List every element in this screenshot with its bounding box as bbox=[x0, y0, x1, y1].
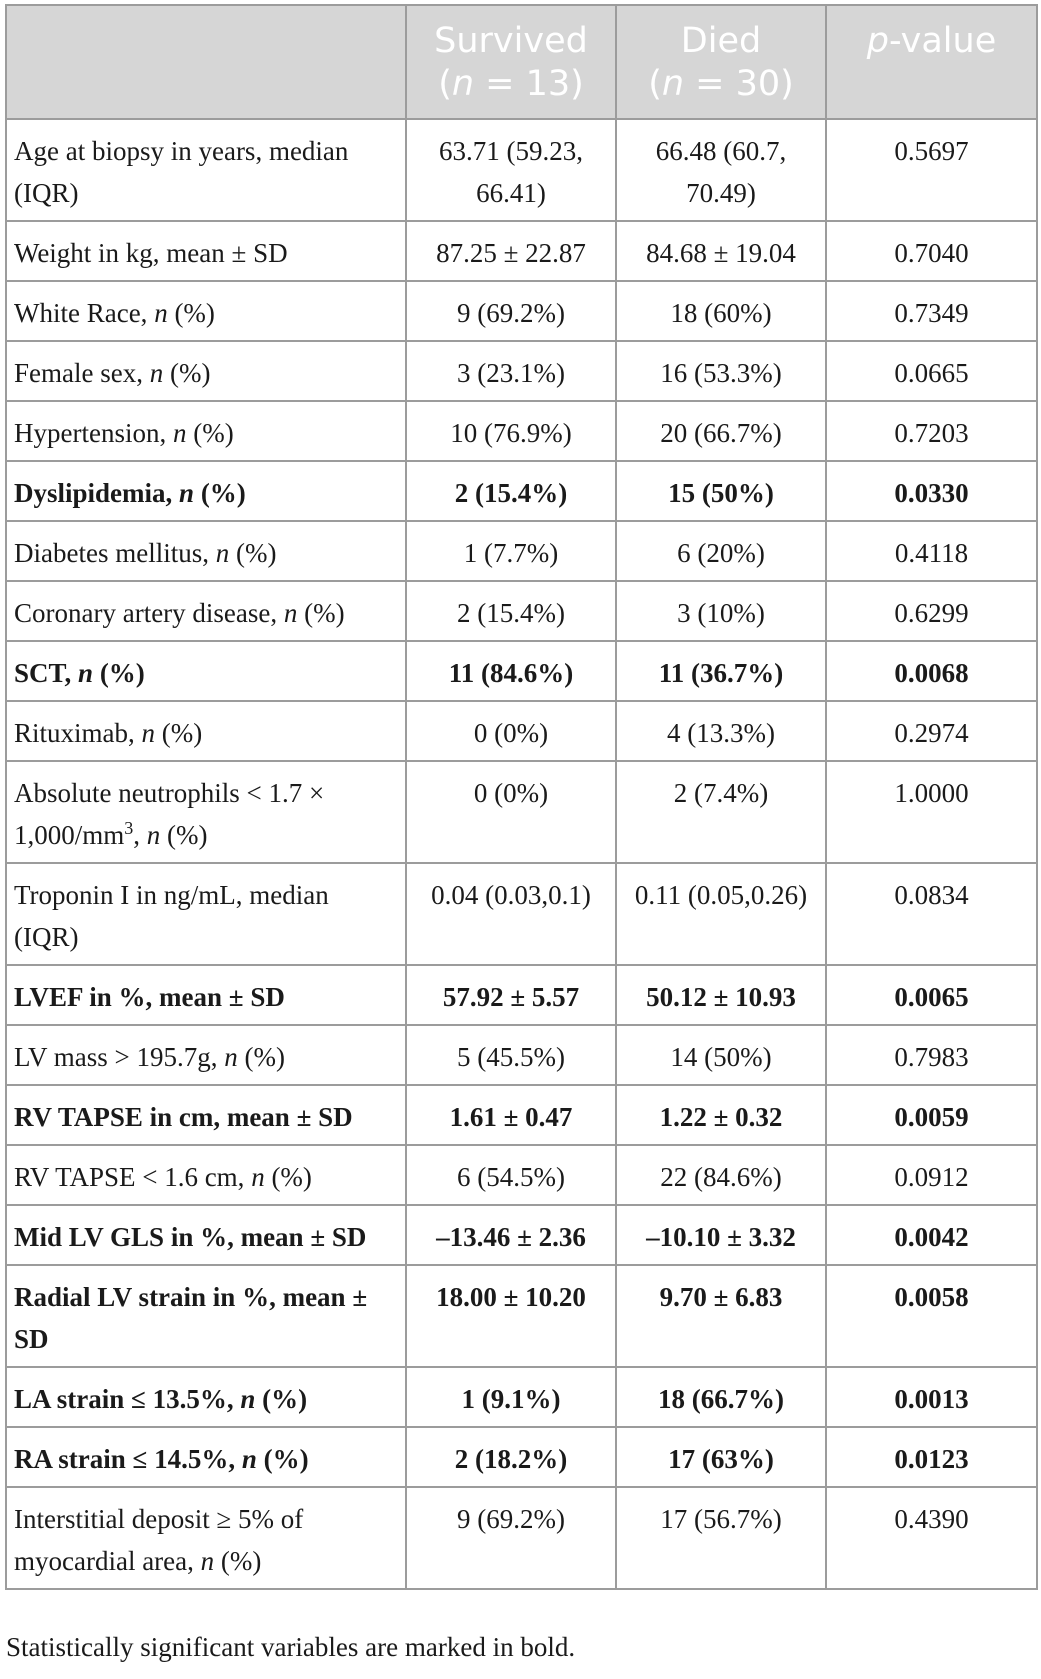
row-p-value: 0.0065 bbox=[826, 965, 1037, 1025]
row-died: 17 (63%) bbox=[616, 1427, 826, 1487]
row-died: 50.12 ± 10.93 bbox=[616, 965, 826, 1025]
row-died: 18 (66.7%) bbox=[616, 1367, 826, 1427]
row-p-value: 0.7203 bbox=[826, 401, 1037, 461]
table-row bbox=[6, 761, 1037, 863]
table-row bbox=[6, 1487, 1037, 1589]
results-table bbox=[5, 4, 1038, 1590]
row-survived: 10 (76.9%) bbox=[406, 401, 616, 461]
header-died-n: (n = 30) bbox=[648, 64, 794, 104]
row-died: 11 (36.7%) bbox=[616, 641, 826, 701]
row-survived: 18.00 ± 10.20 bbox=[406, 1265, 616, 1367]
table-row bbox=[6, 1145, 1037, 1205]
row-died: 16 (53.3%) bbox=[616, 341, 826, 401]
row-died: 1.22 ± 0.32 bbox=[616, 1085, 826, 1145]
table-row bbox=[6, 119, 1037, 221]
row-died: 17 (56.7%) bbox=[616, 1487, 826, 1589]
row-survived: 1.61 ± 0.47 bbox=[406, 1085, 616, 1145]
row-died: –10.10 ± 3.32 bbox=[616, 1205, 826, 1265]
row-survived: 0.04 (0.03,0.1) bbox=[406, 863, 616, 965]
table-row bbox=[6, 281, 1037, 341]
row-survived: 6 (54.5%) bbox=[406, 1145, 616, 1205]
row-survived: 11 (84.6%) bbox=[406, 641, 616, 701]
row-survived: 57.92 ± 5.57 bbox=[406, 965, 616, 1025]
table-row bbox=[6, 1025, 1037, 1085]
table-row bbox=[6, 863, 1037, 965]
row-survived: –13.46 ± 2.36 bbox=[406, 1205, 616, 1265]
header-survived-n: (n = 13) bbox=[438, 64, 584, 104]
table-row bbox=[6, 701, 1037, 761]
row-label: Radial LV strain in %, mean ± SD bbox=[6, 1265, 406, 1367]
row-died: 0.11 (0.05,0.26) bbox=[616, 863, 826, 965]
row-died: 9.70 ± 6.83 bbox=[616, 1265, 826, 1367]
row-p-value: 0.0058 bbox=[826, 1265, 1037, 1367]
row-survived: 1 (7.7%) bbox=[406, 521, 616, 581]
row-label: Interstitial deposit ≥ 5% of myocardial area, n (%) bbox=[6, 1487, 406, 1589]
table-row bbox=[6, 521, 1037, 581]
row-died: 15 (50%) bbox=[616, 461, 826, 521]
row-died: 66.48 (60.7, 70.49) bbox=[616, 119, 826, 221]
row-p-value: 1.0000 bbox=[826, 761, 1037, 863]
header-variable bbox=[6, 5, 406, 119]
row-p-value: 0.7349 bbox=[826, 281, 1037, 341]
row-died: 84.68 ± 19.04 bbox=[616, 221, 826, 281]
row-p-value: 0.7040 bbox=[826, 221, 1037, 281]
row-died: 18 (60%) bbox=[616, 281, 826, 341]
header-p-value: p-value bbox=[826, 5, 1037, 119]
row-p-value: 0.0123 bbox=[826, 1427, 1037, 1487]
row-p-value: 0.6299 bbox=[826, 581, 1037, 641]
row-p-value: 0.0013 bbox=[826, 1367, 1037, 1427]
row-label: Hypertension, n (%) bbox=[6, 401, 406, 461]
row-label: RV TAPSE in cm, mean ± SD bbox=[6, 1085, 406, 1145]
row-died: 6 (20%) bbox=[616, 521, 826, 581]
row-label: Weight in kg, mean ± SD bbox=[6, 221, 406, 281]
table-row bbox=[6, 401, 1037, 461]
row-label: RV TAPSE < 1.6 cm, n (%) bbox=[6, 1145, 406, 1205]
header-died: Died (n = 30) bbox=[616, 5, 826, 119]
row-label: Coronary artery disease, n (%) bbox=[6, 581, 406, 641]
row-label: Female sex, n (%) bbox=[6, 341, 406, 401]
row-died: 2 (7.4%) bbox=[616, 761, 826, 863]
table-row bbox=[6, 1265, 1037, 1367]
row-label: LA strain ≤ 13.5%, n (%) bbox=[6, 1367, 406, 1427]
table-row bbox=[6, 581, 1037, 641]
row-died: 4 (13.3%) bbox=[616, 701, 826, 761]
table-body bbox=[6, 119, 1037, 1589]
row-p-value: 0.5697 bbox=[826, 119, 1037, 221]
table-row bbox=[6, 965, 1037, 1025]
row-p-value: 0.4390 bbox=[826, 1487, 1037, 1589]
row-label: Mid LV GLS in %, mean ± SD bbox=[6, 1205, 406, 1265]
table-row bbox=[6, 461, 1037, 521]
table-row bbox=[6, 221, 1037, 281]
row-label: RA strain ≤ 14.5%, n (%) bbox=[6, 1427, 406, 1487]
row-label: Diabetes mellitus, n (%) bbox=[6, 521, 406, 581]
row-survived: 2 (18.2%) bbox=[406, 1427, 616, 1487]
table-row bbox=[6, 1367, 1037, 1427]
row-label: Troponin I in ng/mL, median (IQR) bbox=[6, 863, 406, 965]
row-p-value: 0.0068 bbox=[826, 641, 1037, 701]
table-row bbox=[6, 641, 1037, 701]
row-survived: 2 (15.4%) bbox=[406, 581, 616, 641]
row-survived: 5 (45.5%) bbox=[406, 1025, 616, 1085]
table-header-row bbox=[6, 5, 1037, 119]
table-footnote: Statistically significant variables are marked in bold. bbox=[6, 1632, 576, 1662]
header-survived: Survived (n = 13) bbox=[406, 5, 616, 119]
row-p-value: 0.0912 bbox=[826, 1145, 1037, 1205]
row-died: 20 (66.7%) bbox=[616, 401, 826, 461]
row-survived: 0 (0%) bbox=[406, 701, 616, 761]
row-survived: 1 (9.1%) bbox=[406, 1367, 616, 1427]
table-row bbox=[6, 1427, 1037, 1487]
row-p-value: 0.0834 bbox=[826, 863, 1037, 965]
row-label: LVEF in %, mean ± SD bbox=[6, 965, 406, 1025]
row-p-value: 0.4118 bbox=[826, 521, 1037, 581]
row-died: 14 (50%) bbox=[616, 1025, 826, 1085]
table-row bbox=[6, 1205, 1037, 1265]
row-p-value: 0.2974 bbox=[826, 701, 1037, 761]
row-label: Rituximab, n (%) bbox=[6, 701, 406, 761]
table-container bbox=[5, 4, 1036, 1590]
row-label: Dyslipidemia, n (%) bbox=[6, 461, 406, 521]
row-survived: 9 (69.2%) bbox=[406, 281, 616, 341]
row-label: Absolute neutrophils < $1.7 \times 1,000/mm^3$, n (%) bbox=[6, 761, 406, 863]
row-p-value: 0.0059 bbox=[826, 1085, 1037, 1145]
row-label: Age at biopsy in years, median (IQR) bbox=[6, 119, 406, 221]
row-died: 22 (84.6%) bbox=[616, 1145, 826, 1205]
row-survived: 9 (69.2%) bbox=[406, 1487, 616, 1589]
row-survived: 63.71 (59.23, 66.41) bbox=[406, 119, 616, 221]
row-p-value: 0.0665 bbox=[826, 341, 1037, 401]
row-p-value: 0.7983 bbox=[826, 1025, 1037, 1085]
row-p-value: 0.0042 bbox=[826, 1205, 1037, 1265]
row-survived: 0 (0%) bbox=[406, 761, 616, 863]
row-survived: 3 (23.1%) bbox=[406, 341, 616, 401]
row-survived: 2 (15.4%) bbox=[406, 461, 616, 521]
row-died: 3 (10%) bbox=[616, 581, 826, 641]
row-p-value: 0.0330 bbox=[826, 461, 1037, 521]
row-label: SCT, n (%) bbox=[6, 641, 406, 701]
row-label: White Race, n (%) bbox=[6, 281, 406, 341]
row-survived: 87.25 ± 22.87 bbox=[406, 221, 616, 281]
table-row bbox=[6, 1085, 1037, 1145]
row-label: LV mass > 195.7g, n (%) bbox=[6, 1025, 406, 1085]
table-row bbox=[6, 341, 1037, 401]
